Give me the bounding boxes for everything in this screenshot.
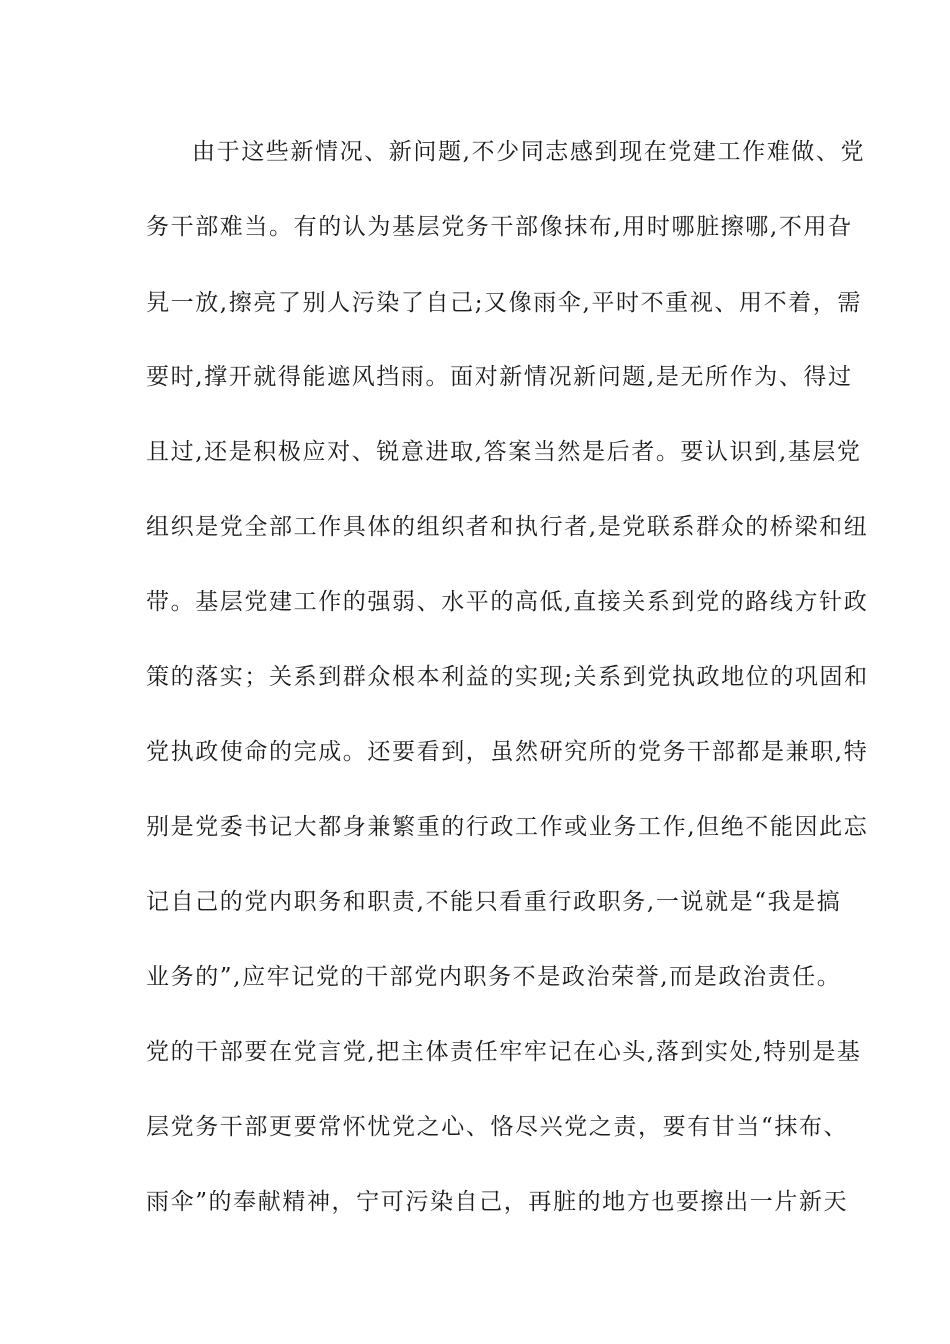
- paragraph-line-4: 要时,撑开就得能遮风挡雨。面对新情况新问题,是无所作为、得过: [146, 364, 853, 390]
- paragraph-line-13: 党的干部要在党言党,把主体责任牢牢记在心头,落到实处,特别是基: [146, 1039, 862, 1065]
- paragraph-line-3: 旯一放,擦亮了别人污染了自己;又像雨伞,平时不重视、用不着，需: [146, 290, 862, 316]
- paragraph-line-8: 策的落实；关系到群众根本利益的实现;关系到党执政地位的巩固和: [146, 664, 869, 690]
- paragraph-line-1: 由于这些新情况、新问题,不少同志感到现在党建工作难做、党: [192, 139, 866, 165]
- paragraph-line-10: 别是党委书记大都身兼繁重的行政工作或业务工作,但绝不能因此忘: [146, 814, 869, 840]
- paragraph-line-6: 组织是党全部工作具体的组织者和执行者,是党联系群众的桥梁和纽: [146, 514, 869, 540]
- paragraph-line-9: 党执政使命的完成。还要看到，虽然研究所的党务干部都是兼职,特: [146, 739, 869, 765]
- paragraph-line-11: 记自己的党内职务和职责,不能只看重行政职务,一说就是“我是搞: [146, 889, 842, 915]
- paragraph-line-12: 业务的”,应牢记党的干部党内职务不是政治荣誉,而是政治责任。: [146, 964, 842, 990]
- paragraph-line-14: 层党务干部更要常怀忧党之心、恪尽兴党之责，要有甘当“抹布、: [146, 1114, 849, 1140]
- paragraph-line-2: 务干部难当。有的认为基层党务干部像抹布,用时哪脏擦哪,不用旮: [146, 214, 853, 240]
- paragraph-line-7: 带。基层党建工作的强弱、水平的高低,直接关系到党的路线方针政: [146, 589, 869, 615]
- paragraph-line-15: 雨伞”的奉献精神，宁可污染自己，再脏的地方也要擦出一片新天: [146, 1189, 849, 1215]
- paragraph-line-5: 且过,还是积极应对、锐意进取,答案当然是后者。要认识到,基层党: [146, 439, 862, 465]
